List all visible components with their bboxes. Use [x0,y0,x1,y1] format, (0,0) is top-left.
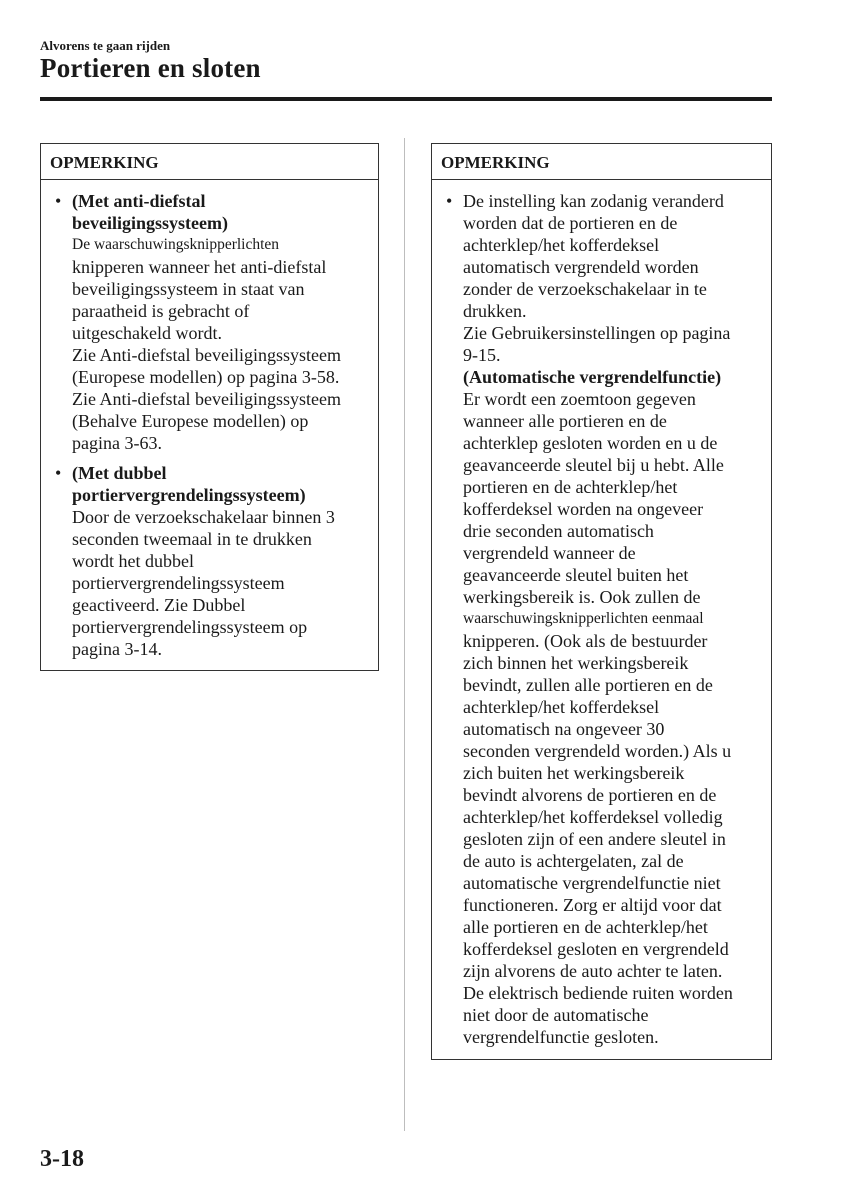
note-text-line: portiervergrendelingssysteem op [72,617,308,637]
item-heading-line: (Met anti-diefstal [72,191,206,211]
note-list [432,180,771,1048]
item-heading-line: (Automatische vergrendelfunctie) [463,367,722,387]
note-text-line: knipperen. (Ook als de bestuurder [463,631,708,651]
note-text-line: portieren en de achterklep/het [463,477,678,497]
note-text-line: zich binnen het werkingsbereik [463,653,689,673]
note-heading: OPMERKING [432,144,771,180]
note-text-line: Zie Gebruikersinstellingen op pagina [463,323,731,343]
note-text-line: wanneer alle portieren en de [463,411,667,431]
note-text-line: Er wordt een zoemtoon gegeven [463,389,696,409]
note-text-line: vergrendeld wanneer de [463,543,636,563]
note-text-line: De instelling kan zodanig veranderd [463,191,724,211]
note-text-line: achterklep/het kofferdeksel [463,697,660,717]
note-text-line: achterklep/het kofferdeksel volledig [463,807,723,827]
note-text-line: Zie Anti-diefstal beveiligingssysteem [72,345,341,365]
note-text-line: automatisch vergrendeld worden [463,257,699,277]
note-text-line: bevindt alvorens de portieren en de [463,785,717,805]
note-text-line: zich buiten het werkingsbereik [463,763,685,783]
note-text-line: (Europese modellen) op pagina 3-58. [72,367,340,387]
note-box-left [40,143,379,671]
note-item-anti-theft [41,190,370,454]
note-text-line: Zie Anti-diefstal beveiligingssysteem [72,389,341,409]
note-text-line: niet door de automatische [463,1005,649,1025]
note-text-line: zonder de verzoekschakelaar in te [463,279,707,299]
page-number: 3-18 [40,1146,84,1172]
note-text-line: worden dat de portieren en de [463,213,678,233]
note-text-line: wordt het dubbel [72,551,194,571]
bullet-icon: • [446,191,453,211]
note-text-line: werkingsbereik is. Ook zullen de [463,587,701,607]
note-box-right [431,143,772,1060]
note-text-line: drie seconden automatisch [463,521,654,541]
item-heading-line: beveiligingssysteem) [72,213,228,233]
bullet-icon: • [55,463,62,483]
note-text-line: geavanceerde sleutel bij u hebt. Alle [463,455,724,475]
note-text-line: kofferdeksel worden na ongeveer [463,499,704,519]
column-divider [404,138,405,1131]
note-text-line: knipperen wanneer het anti-diefstal [72,257,327,277]
note-text-line: kofferdeksel gesloten en vergrendeld [463,939,729,959]
note-text-line: automatische vergrendelfunctie niet [463,873,721,893]
note-text-line: de auto is achtergelaten, zal de [463,851,684,871]
page-title: Portieren en sloten [40,53,261,83]
note-list [41,180,378,660]
note-text-line: beveiligingssysteem in staat van [72,279,305,299]
item-heading-line: (Met dubbel [72,463,167,483]
note-text-line: pagina 3-14. [72,639,162,659]
note-text-line: seconden tweemaal in te drukken [72,529,312,549]
bullet-icon: • [55,191,62,211]
note-item-double-lock [41,462,370,660]
note-text-line: automatisch na ongeveer 30 [463,719,665,739]
note-text-line: functioneren. Zorg er altijd voor dat [463,895,722,915]
note-text-line: waarschuwingsknipperlichten eenmaal [463,610,704,627]
note-text-line: Door de verzoekschakelaar binnen 3 [72,507,335,527]
note-text-line: uitgeschakeld wordt. [72,323,222,343]
note-text-line: portiervergrendelingssysteem [72,573,285,593]
note-text-line: 9-15. [463,345,501,365]
note-text-line: De waarschuwingsknipperlichten [72,236,280,253]
note-text-line: achterklep/het kofferdeksel [463,235,660,255]
note-text-line: drukken. [463,301,527,321]
note-text-line: paraatheid is gebracht of [72,301,250,321]
note-text-line: vergrendelfunctie gesloten. [463,1027,659,1047]
breadcrumb: Alvorens te gaan rijden [40,38,171,53]
note-text-line: (Behalve Europese modellen) op [72,411,309,431]
note-text-line: geactiveerd. Zie Dubbel [72,595,246,615]
note-text-line: gesloten zijn of een andere sleutel in [463,829,726,849]
note-heading: OPMERKING [41,144,378,180]
note-text-line: geavanceerde sleutel buiten het [463,565,689,585]
note-item-auto-lock [432,190,763,1048]
title-rule [40,97,772,101]
item-heading-line: portiervergrendelingssysteem) [72,485,306,505]
note-text-line: bevindt, zullen alle portieren en de [463,675,713,695]
note-text-line: zijn alvorens de auto achter te laten. [463,961,723,981]
note-text-line: alle portieren en de achterklep/het [463,917,708,937]
note-text-line: pagina 3-63. [72,433,162,453]
note-text-line: seconden vergrendeld worden.) Als u [463,741,732,761]
note-text-line: achterklep gesloten worden en u de [463,433,718,453]
note-text-line: De elektrisch bediende ruiten worden [463,983,733,1003]
